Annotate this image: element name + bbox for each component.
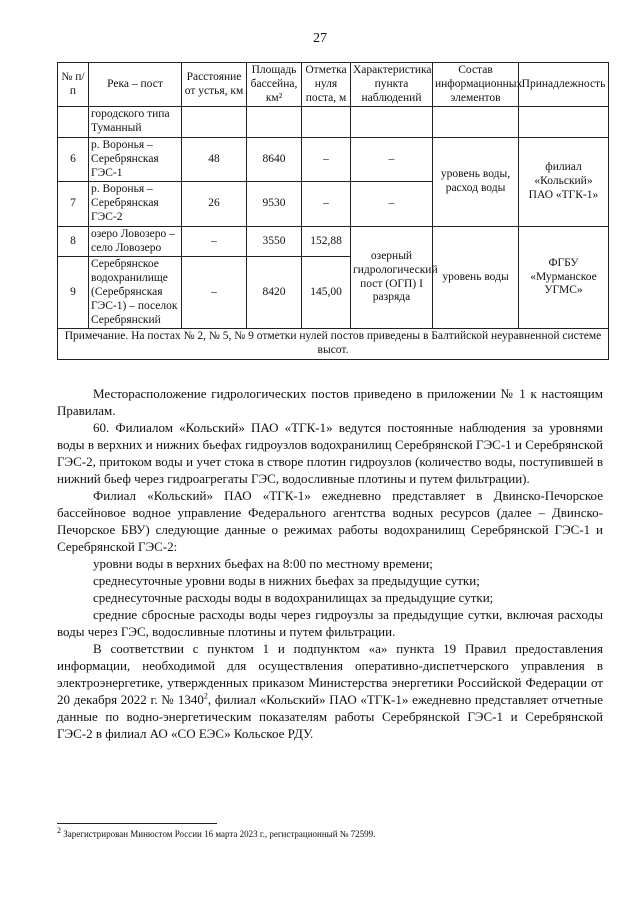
footnote-text: Зарегистрирован Минюстом России 16 марта 2023 г., регистрационный № 72599. (61, 829, 376, 839)
table-cell: уровень воды, расход воды (433, 137, 519, 226)
table-cell: 6 (58, 137, 89, 181)
list-item: среднесуточные расходы воды в водохранилищах за предыдущие сутки; (93, 590, 494, 605)
table-cell: 7 (58, 182, 89, 226)
table-cell: Серебрянское водохранилище (Серебрянская ГЭС-1) – поселок Серебрянский (89, 257, 182, 329)
table-cell: уровень воды (433, 226, 519, 329)
footnote (57, 826, 603, 839)
table-cell: 152,88 (302, 226, 351, 257)
paragraph: 60. Филиалом «Кольский» ПАО «ТГК-1» ведутся постоянные наблюдения за уровнями воды в верхних и нижних бьефах гидроузлов водохранилищ Серебрянской ГЭС-1 и Серебрянской ГЭС-2, притоком воды и учет стока в створе плотин гидроузлов (количество воды, поступившей в нижний бьеф через гидроагрегаты ГЭС, водосливные плотины и путем фильтрации). (57, 420, 603, 486)
table-row (58, 226, 609, 257)
table-cell (182, 107, 247, 138)
table-cell: 9530 (247, 182, 302, 226)
table-cell (519, 107, 609, 138)
body-text (57, 385, 603, 742)
table-cell: 8 (58, 226, 89, 257)
table-header-row (58, 63, 609, 107)
table-cell: – (302, 137, 351, 181)
footnote-mark: 2 (57, 826, 61, 835)
hydrological-posts-table (57, 62, 609, 360)
table-note-row (58, 329, 609, 360)
header-cell: Состав информационных элементов (433, 63, 519, 107)
footnote-divider (57, 823, 217, 824)
table-cell: – (302, 182, 351, 226)
header-cell: № п/п (58, 63, 89, 107)
list-item: уровни воды в верхних бьефах на 8:00 по местному времени; (93, 556, 433, 571)
paragraph: Филиал «Кольский» ПАО «ТГК-1» ежедневно представляет в Двинско-Печорское бассейновое водное управление Федерального агентства водных ресурсов (далее – Двинско-Печорское БВУ) следующие данные о режимах работы водохранилищ Серебрянской ГЭС-1 и Серебрянской ГЭС-2: (57, 488, 603, 554)
footnote-reference[interactable]: 2 (203, 691, 208, 701)
table-cell: городского типа Туманный (89, 107, 182, 138)
table-cell: филиал «Кольский» ПАО «ТГК-1» (519, 137, 609, 226)
table-cell: 26 (182, 182, 247, 226)
header-cell: Расстояние от устья, км (182, 63, 247, 107)
table-cell: р. Воронья – Серебрянская ГЭС-1 (89, 137, 182, 181)
list-item: средние сбросные расходы воды через гидроузлы за предыдущие сутки, включая расходы воды через ГЭС, водосливные плотины и путем фильтрации. (57, 607, 603, 639)
header-cell: Площадь бассейна, км² (247, 63, 302, 107)
table-cell: 48 (182, 137, 247, 181)
table-cell (351, 107, 433, 138)
table-cell: озерный гидрологический пост (ОГП) I разряда (351, 226, 433, 329)
paragraph-text: , филиал «Кольский» ПАО «ТГК-1» ежедневно представляет отчетные данные по водно-энергетическим показателям работы Серебрянской ГЭС-1 и Серебрянской ГЭС-2 в филиал АО «СО ЕЭС» Кольское РДУ. (57, 692, 604, 741)
table-row (58, 107, 609, 138)
table-cell (247, 107, 302, 138)
table-cell: 145,00 (302, 257, 351, 329)
header-cell: Отметка нуля поста, м (302, 63, 351, 107)
table-cell: – (182, 226, 247, 257)
table-note: Примечание. На постах № 2, № 5, № 9 отметки нулей постов приведены в Балтийской неуравненной системе высот. (58, 329, 609, 360)
paragraph-text: В соответствии с пунктом 1 и подпунктом «а» пункта 19 Правил предоставления информации, необходимой для осуществления оперативно-диспетчерского управления в электроэнергетике, утвержденных приказом Министерства энергетики Российской Федерации от 20 декабря 2022 г. № 1340 (57, 641, 603, 707)
table-row (58, 137, 609, 181)
table-cell (302, 107, 351, 138)
table-cell: 8420 (247, 257, 302, 329)
table-cell: ФГБУ «Мурманское УГМС» (519, 226, 609, 329)
page-number: 27 (313, 31, 327, 46)
table-cell: 8640 (247, 137, 302, 181)
table-cell: р. Воронья – Серебрянская ГЭС-2 (89, 182, 182, 226)
table-cell: 9 (58, 257, 89, 329)
table-cell: – (182, 257, 247, 329)
table-cell (58, 107, 89, 138)
header-cell: Характеристика пункта наблюдений (351, 63, 433, 107)
table-cell: – (351, 182, 433, 226)
header-cell: Принадлежность (519, 63, 609, 107)
header-cell: Река – пост (89, 63, 182, 107)
paragraph (57, 640, 603, 742)
list-item: среднесуточные уровни воды в нижних бьефах за предыдущие сутки; (93, 573, 480, 588)
table-cell: озеро Ловозеро – село Ловозеро (89, 226, 182, 257)
table-cell (433, 107, 519, 138)
paragraph: Месторасположение гидрологических постов приведено в приложении № 1 к настоящим Правилам. (57, 386, 603, 418)
table-cell: 3550 (247, 226, 302, 257)
table-cell: – (351, 137, 433, 181)
